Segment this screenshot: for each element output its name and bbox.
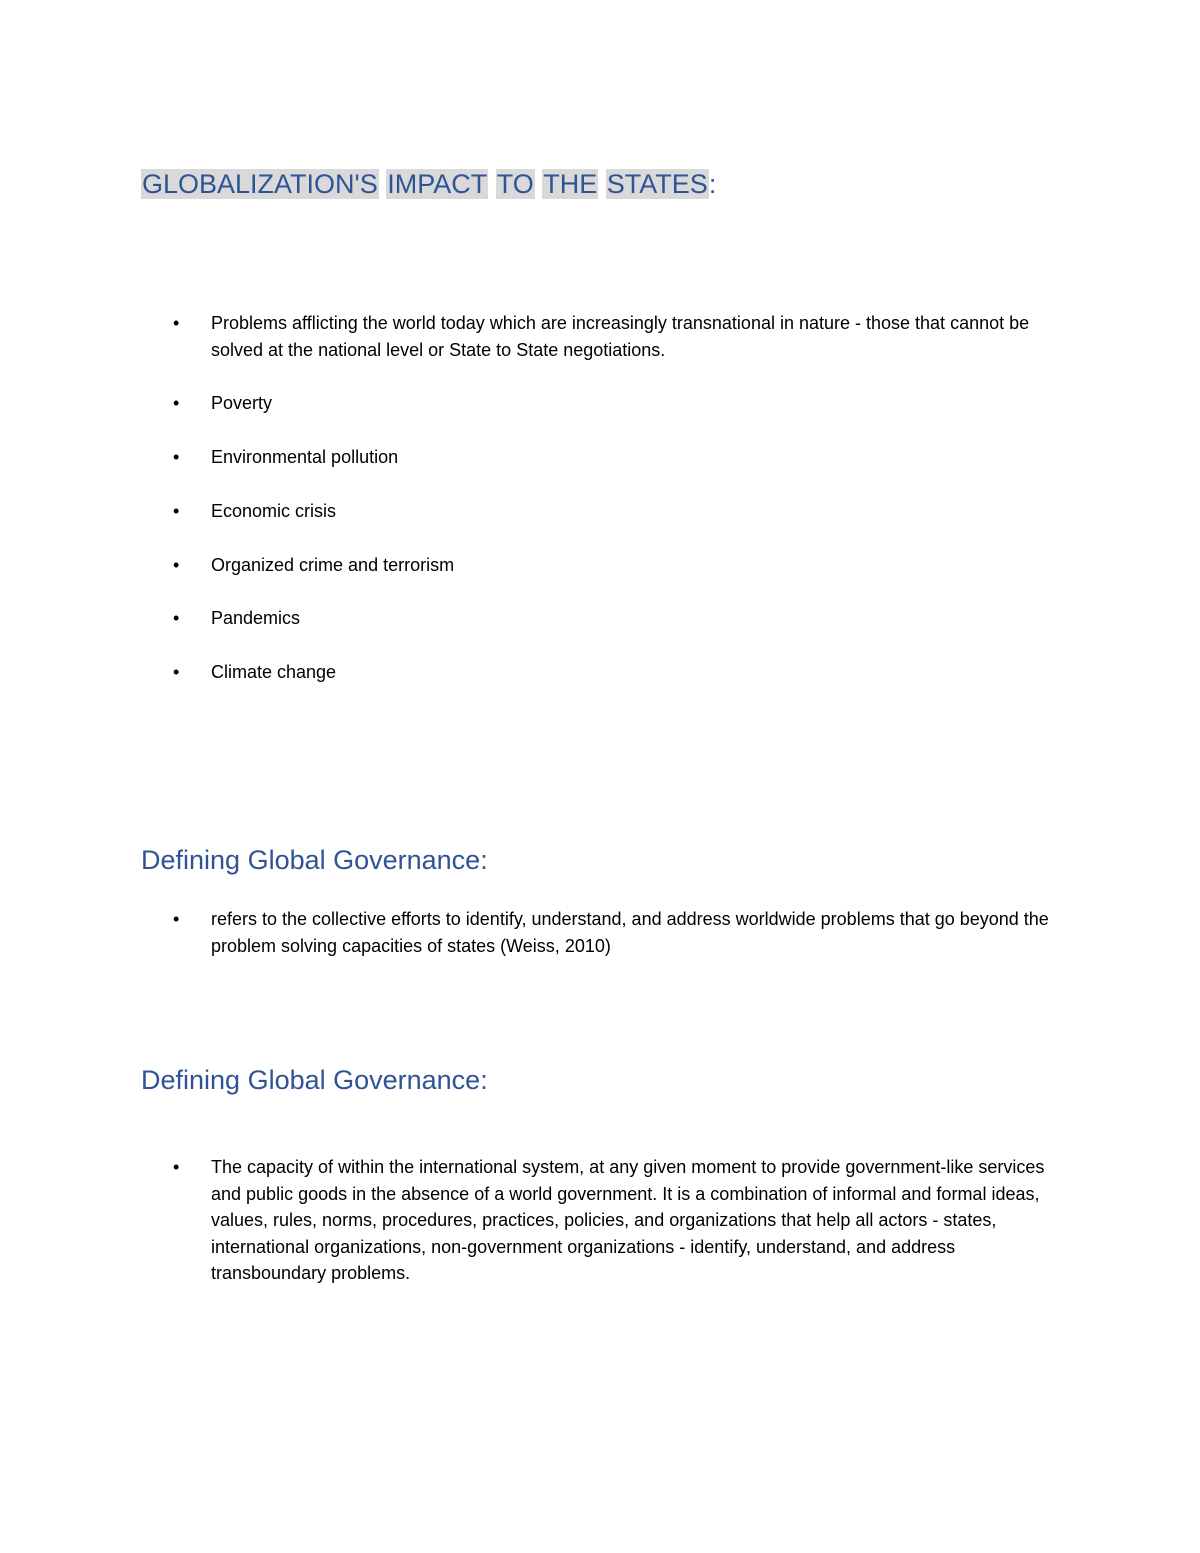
bullet-icon: • [173,313,180,333]
list-item-text: Climate change [211,662,337,682]
list-item-text: Problems afflicting the world today which are increasingly transnational in nature - those that cannot be solved at the national level or State to State negotiations. [211,313,1030,360]
list-item-text: refers to the collective efforts to identify, understand, and address worldwide problems that go beyond the problem solving capacities of states (Weiss, 2010) [211,909,1049,956]
list-item-text: The capacity of within the international system, at any given moment to provide government-like services and public goods in the absence of a world government. It is a combination of informal and formal ideas, values, rules, norms, procedures, practices, policies, and organizations that help all actors - states, international organizations, non-government organizations - identify, understand, and address transboundary problems. [211,1157,1045,1283]
heading-word: STATES [606,169,708,199]
list-item-text: Economic crisis [211,501,337,521]
bullet-icon: • [173,662,180,682]
list-item [173,444,1061,471]
section-heading-global-governance-2: Defining Global Governance: [141,1065,488,1095]
list-item [173,906,1061,959]
list-item-text: Organized crime and terrorism [211,555,455,575]
heading-word: IMPACT [387,169,488,199]
section-heading-globalization [141,166,716,202]
bullet-icon: • [173,1157,180,1177]
list-item [173,605,1061,632]
bullet-icon: • [173,555,180,575]
list-item [173,659,1061,686]
bullet-icon: • [173,501,180,521]
heading-word: THE [543,169,598,199]
heading-word: GLOBALIZATION'S [142,169,378,199]
list-item [173,390,1061,417]
bullet-icon: • [173,608,180,628]
list-item [173,498,1061,525]
heading-word: TO [496,169,534,199]
bullet-icon: • [173,909,180,929]
list-item [173,552,1061,579]
bullet-icon: • [173,447,180,467]
section-heading-global-governance: Defining Global Governance: [141,845,488,875]
list-item-text: Poverty [211,393,273,413]
bullet-icon: • [173,393,180,413]
list-item-text: Pandemics [211,608,301,628]
heading-colon: : [708,169,717,199]
list-item-text: Environmental pollution [211,447,399,467]
list-item [173,310,1061,363]
list-item [173,1154,1061,1287]
